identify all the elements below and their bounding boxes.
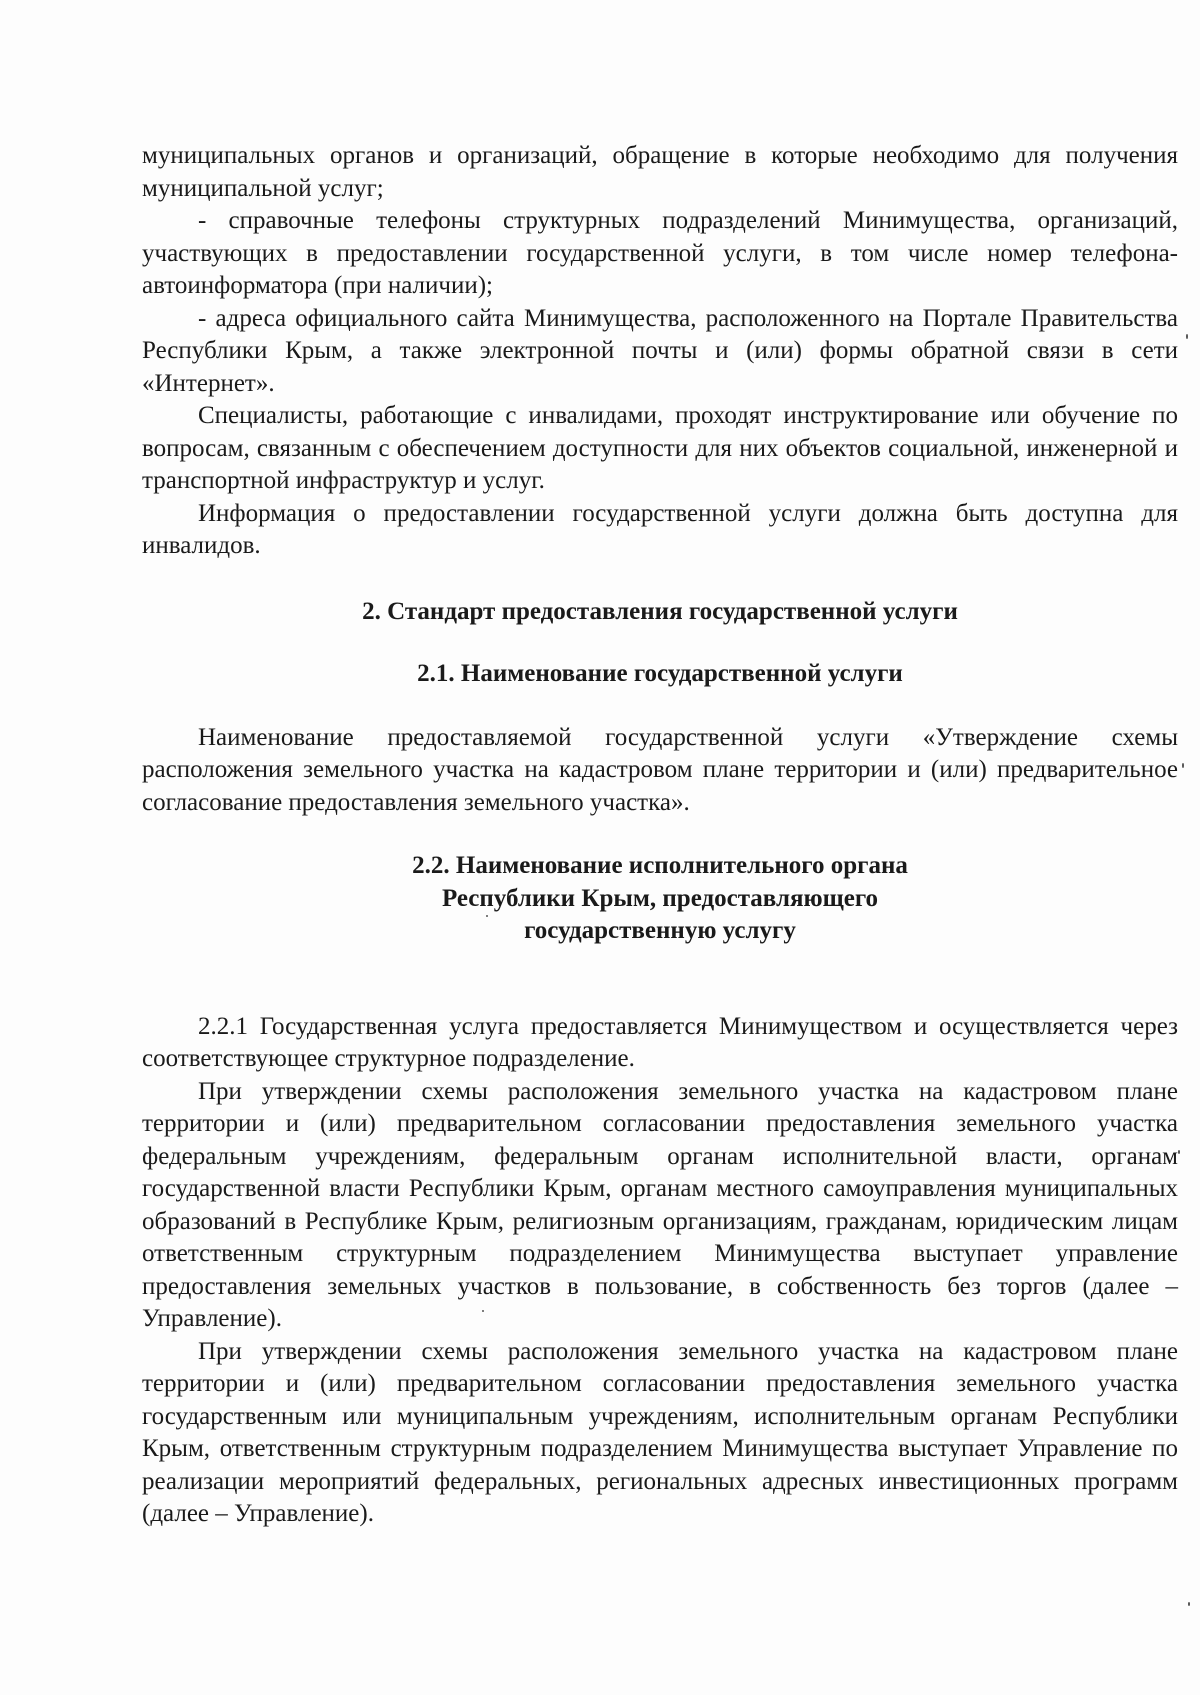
section-2-2-heading-line: 2.2. Наименование исполнительного органа [412,852,908,879]
scan-speck [1178,1150,1180,1154]
scan-speck [482,1310,484,1312]
section-2-2-federal-paragraph: При утверждении схемы расположения земельного участка на кадастровом плане территории и (или) предварительном согласовании предоставления земельного участка федеральным учреждениям, федеральным органам исполнительной власти, органам государственной власти Республики Крым, органам местного самоуправления муниципальных образований в Республике Крым, религиозным организациям, гражданам, юридическим лицам ответственным структурным подразделением Минимущества выступает управление предоставления земельных участков в пользование, в собственность без торгов (далее – Управление). [142,1077,1178,1332]
paragraph-phones: - справочные телефоны структурных подразделений Минимущества, организаций, участвующих в предоставлении государственной услуги, в том числе номер телефона-автоинформатора (при наличии); [142,207,1178,299]
paragraph-website: - адреса официального сайта Минимущества, расположенного на Портале Правительства Республики Крым, а также электронной почты и (или) формы обратной связи в сети «Интернет». [142,304,1178,397]
section-2-1-text: Наименование предоставляемой государственной услуги «Утверждение схемы расположения земельного участка на кадастровом плане территории и (или) предварительное согласование предоставления земельного участка». [142,723,1178,816]
section-2-1-heading: 2.1. Наименование государственной услуги [417,660,903,687]
paragraph-specialists: Специалисты, работающие с инвалидами, проходят инструктирование или обучение по вопросам, связанным с обеспечением доступности для них объектов социальной, инженерной и транспортной инфраструктур и услуг. [142,402,1178,494]
section-2-2-regional-paragraph: При утверждении схемы расположения земельного участка на кадастровом плане территории и (или) предварительном согласовании предоставления земельного участка государственным или муниципальным учреждениям, исполнительным органам Республики Крым, ответственным структурным подразделением Минимущества выступает Управление по реализации мероприятий федеральных, региональных адресных инвестиционных программ (далее – Управление). [142,1337,1178,1527]
section-2-2-heading-line: государственную услугу [524,917,796,944]
section-2-2-1-paragraph: 2.2.1 Государственная услуга предоставляется Минимуществом и осуществляется через соответствующее структурное подразделение. [142,1012,1178,1072]
section-2-heading: 2. Стандарт предоставления государственной услуги [362,597,958,625]
scan-speck [1188,1602,1190,1606]
section-2-2-heading [142,850,1178,948]
section-2-2-heading-line: Республики Крым, предоставляющего [441,884,879,912]
paragraph-continuation: муниципальных органов и организаций, обращение в которые необходимо для получения муниципальной услуг; [142,142,1178,202]
document-body [142,140,1178,1531]
scan-speck [1182,763,1184,768]
paragraph-accessibility: Информация о предоставлении государственной услуги должна быть доступна для инвалидов. [142,499,1178,559]
scan-speck [1186,334,1188,339]
scan-speck [486,915,488,917]
